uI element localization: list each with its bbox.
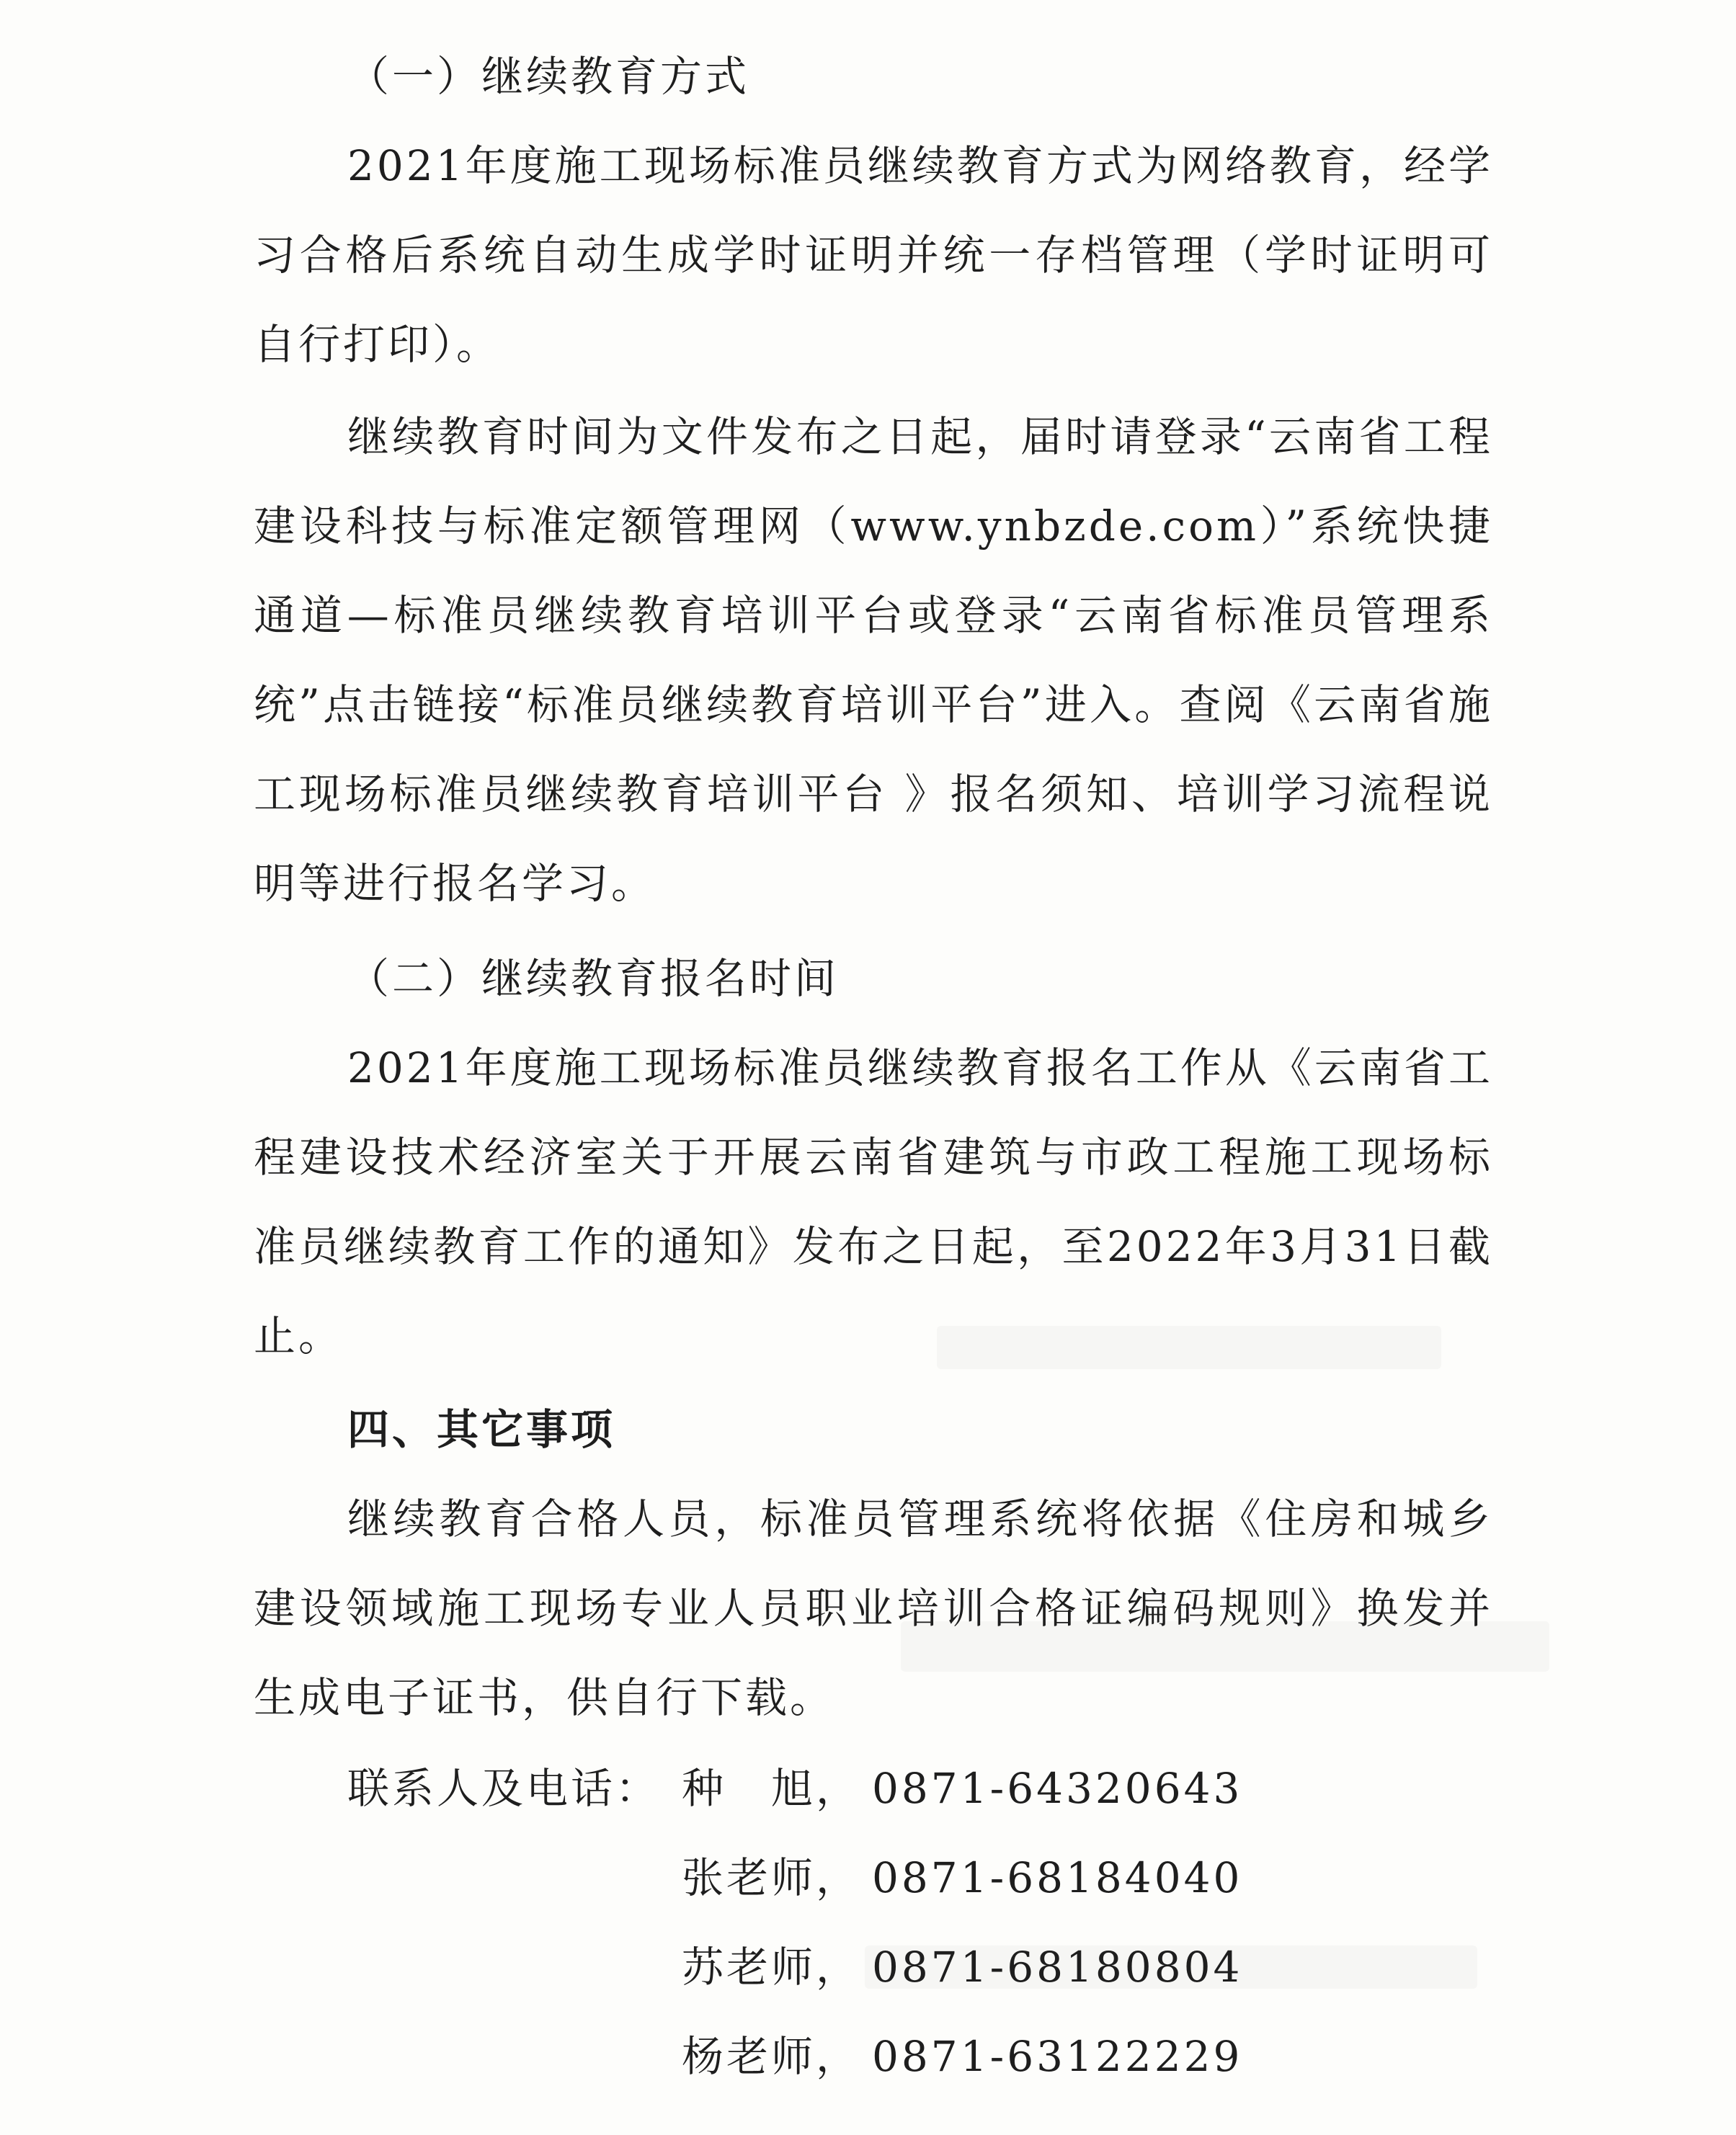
contact-row (0, 1833, 1736, 1922)
contact-name: 种 旭， (682, 1764, 861, 1813)
contact-phone: 0871-68180804 (872, 1943, 1243, 1992)
contact-row (0, 1922, 1736, 2012)
section-2-heading: （二）继续教育报名时间 (347, 954, 840, 1003)
section-4-paragraph-1: 继续教育合格人员，标准员管理系统将依据《住房和城乡建设领域施工现场专业人员职业培训合格证编码规则》换发并生成电子证书，供自行下载。 (254, 1494, 1493, 1722)
section-1-paragraph-2: 继续教育时间为文件发布之日起，届时请登录“云南省工程建设科技与标准定额管理网（www.ynbzde.com）”系统快捷通道—标准员继续教育培训平台或登录“云南省标准员管理系统”点击链接“标准员继续教育培训平台”进入。查阅《云南省施工现场标准员继续教育培训平台 》报名须知、培训学习流程说明等进行报名学习。 (254, 412, 1493, 908)
contact-name: 杨老师， (682, 2032, 861, 2081)
contact-phone: 0871-63122229 (872, 2032, 1243, 2081)
contact-row (0, 2012, 1736, 2101)
contact-phone: 0871-64320643 (872, 1764, 1243, 1813)
contact-row (0, 1744, 1736, 1833)
contact-phone: 0871-68184040 (872, 1853, 1243, 1902)
contact-name: 苏老师， (682, 1943, 861, 1992)
contact-name: 张老师， (682, 1853, 861, 1902)
section-1-heading: （一）继续教育方式 (347, 52, 750, 101)
contact-label: 联系人及电话： (347, 1764, 661, 1813)
section-2-paragraph-1: 2021年度施工现场标准员继续教育报名工作从《云南省工程建设技术经济室关于开展云南省建筑与市政工程施工现场标准员继续教育工作的通知》发布之日起，至2022年3月31日截止。 (254, 1043, 1493, 1360)
section-4-heading: 四、其它事项 (347, 1405, 616, 1454)
section-1-paragraph-1: 2021年度施工现场标准员继续教育方式为网络教育，经学习合格后系统自动生成学时证明并统一存档管理（学时证明可自行打印）。 (254, 141, 1493, 369)
